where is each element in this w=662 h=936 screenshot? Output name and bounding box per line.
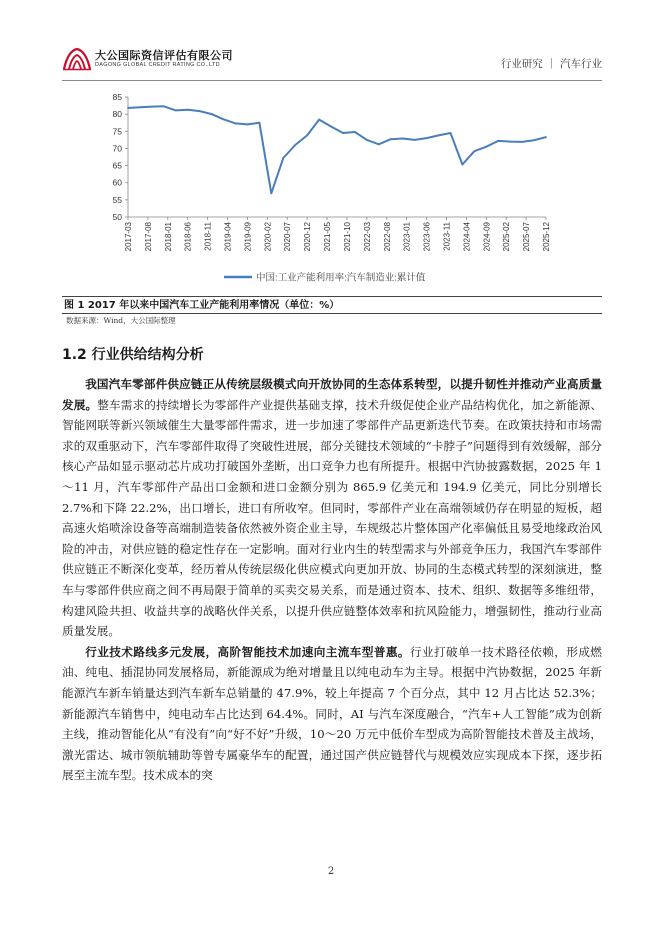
data-point (127, 107, 129, 109)
paragraph-1-lead: 我国汽车零部件供应链正从传统层级模式向开放协同的生态体系转型，以提升韧性并推动产业高质量发展。 (62, 377, 602, 412)
x-tick-label: 2018-06 (183, 222, 193, 252)
page-header (62, 44, 602, 78)
x-tick-label: 2023-06 (422, 222, 432, 252)
x-tick-label: 2017-03 (124, 222, 133, 252)
section-label: 行业研究 ｜ 汽车行业 (500, 58, 602, 70)
data-point (521, 141, 523, 143)
data-point (497, 140, 499, 142)
x-tick-label: 2024-04 (462, 222, 472, 252)
data-point (235, 123, 237, 125)
x-tick-label: 2021-10 (342, 222, 352, 252)
x-tick-label: 2019-04 (223, 222, 233, 252)
x-tick-label: 2025-02 (502, 222, 512, 252)
paragraph-2 (62, 642, 602, 786)
data-point (163, 105, 165, 107)
paragraph-1-text: 整车需求的持续增长为零部件产业提供基础支撑，技术升级促使企业产品结构优化，加之新能源、智能网联等新兴领域催生大量零部件需求，进一步加速了零部件产品更新迭代节奏。在政策扶持和市场需求的双重驱动下，汽车零部件取得了突破性进展，部分关键技术领域的“卡脖子”问题得到有效缓解，部分核心产品如显示驱动芯片成功打破国外垄断，出口竞争力也有所提升。根据中汽协披露数据，2025 年 1～11 月，汽车零部件产品出口金额和进口金额分别为 865.9 亿美元和 194.9 亿美元，同比分别增长 2.7%和下降 22.2%，出口增长，进口有所收窄。但同时，零部件产业在高端领域仍存在明显的短板，超高速火焰喷涂设备等高端制造装备依然被外资企业主导，车规级芯片整体国产化率偏低且易受地缘政治风险的冲击，对供应链的稳定性存在一定影响。面对行业内生的转型需求与外部竞争压力，我国汽车零部件供应链正不断深化变革，经历着从传统层级化供应模式向更加开放、协同的生态模式转型的深刻演进，整车与零部件供应商之间不再局限于简单的买卖交易关系，而是通过资本、技术、组织、数据等多维纽带，构建风险共担、收益共享的战略伙伴关系，以提升供应链整体效率和抗风险能力，增强韧性，推动行业高质量发展。 (62, 397, 602, 639)
data-point (187, 109, 189, 111)
x-tick-label: 2020-07 (283, 222, 293, 252)
data-point (462, 164, 464, 166)
data-point (438, 135, 440, 137)
x-tick-label: 2017-08 (143, 222, 153, 252)
x-tick-label: 2022-03 (362, 222, 372, 252)
x-tick-label: 2020-12 (303, 222, 313, 252)
data-point (414, 139, 416, 141)
x-tick-label: 2018-11 (203, 222, 213, 251)
data-point (473, 150, 475, 152)
data-point (306, 135, 308, 137)
dagong-logo-icon (62, 47, 92, 71)
data-point (330, 126, 332, 128)
paragraph-2-lead: 行业技术路线多元发展，高阶智能技术加速向主流车型普惠。 (85, 644, 410, 659)
y-tick-label: 85 (112, 92, 122, 102)
series-line (128, 106, 546, 193)
data-point (199, 110, 201, 112)
data-point (318, 119, 320, 121)
x-tick-label: 2021-05 (323, 222, 333, 252)
x-tick-label: 2025-07 (522, 222, 532, 252)
data-point (282, 157, 284, 159)
figure-source: 数据来源：Wind，大公国际整理 (62, 313, 602, 327)
data-point (223, 118, 225, 120)
company-name-cn: 大公国际资信评估有限公司 (95, 49, 233, 62)
data-point (211, 113, 213, 115)
x-tick-label: 2020-02 (263, 222, 273, 252)
section-title: 1.2 行业供给结构分析 (62, 347, 204, 363)
data-point (509, 141, 511, 143)
page-number: 2 (327, 866, 335, 877)
y-tick-label: 65 (112, 160, 122, 171)
paragraph-2-text: 行业打破单一技术路径依赖，形成燃油、纯电、插混协同发展格局，新能源成为绝对增量且以纯电动车为主导。根据中汽协数据，2025 年新能源汽车新车销量达到汽车新车总销量的 47.9%，较上年提高 7 个百分点，其中 12 月占比达 52.3%；新能源汽车销售中，纯电动车占比达到 64.4%。同时，AI 与汽车深度融合，“汽车+人工智能”成为创新主线，推动智能化从“有没有”向“好不好”升级，10～20 万元中低价车型成为高阶智能技术普及主战场，激光雷达、城市领航辅助等曾专属豪华车的配置，通过国产供应链替代与规模效应实现成本下探，逐步拓展至主流车型。技术成本的突 (62, 644, 602, 783)
y-tick-label: 70 (112, 143, 122, 154)
data-point (247, 124, 249, 126)
capacity-utilization-chart (62, 84, 602, 294)
data-point (139, 106, 141, 108)
data-point (366, 139, 368, 141)
body-text (62, 374, 602, 786)
data-point (533, 139, 535, 141)
data-point (545, 136, 547, 138)
x-tick-label: 2024-09 (482, 222, 492, 252)
y-tick-label: 55 (112, 194, 122, 205)
y-tick-label: 75 (112, 126, 122, 137)
paragraph-1 (62, 374, 602, 642)
data-point (175, 109, 177, 111)
legend-label: 中国:工业产能利用率:汽车制造业:累计值 (256, 272, 426, 284)
data-point (342, 132, 344, 134)
y-tick-label: 60 (112, 177, 122, 188)
data-point (151, 106, 153, 108)
data-point (450, 132, 452, 134)
company-name-en: DAGONG GLOBAL CREDIT RATING CO.,LTD (95, 62, 220, 68)
y-tick-label: 80 (112, 109, 122, 120)
data-point (354, 131, 356, 133)
header-divider (62, 80, 602, 81)
data-point (270, 192, 272, 194)
data-point (426, 137, 428, 139)
data-point (258, 122, 260, 124)
x-tick-label: 2023-01 (402, 222, 412, 252)
y-tick-label: 50 (112, 212, 122, 222)
x-tick-label: 2018-01 (163, 222, 173, 252)
data-point (390, 138, 392, 140)
data-point (294, 144, 296, 146)
figure-caption: 图 1 2017 年以来中国汽车工业产能利用率情况（单位：%） (62, 296, 602, 313)
x-tick-label: 2025-12 (542, 222, 551, 252)
data-point (378, 143, 380, 145)
x-tick-label: 2019-09 (243, 222, 253, 252)
data-point (402, 138, 404, 140)
x-tick-label: 2023-11 (442, 222, 452, 251)
x-tick-label: 2022-08 (382, 222, 392, 252)
data-point (485, 146, 487, 148)
